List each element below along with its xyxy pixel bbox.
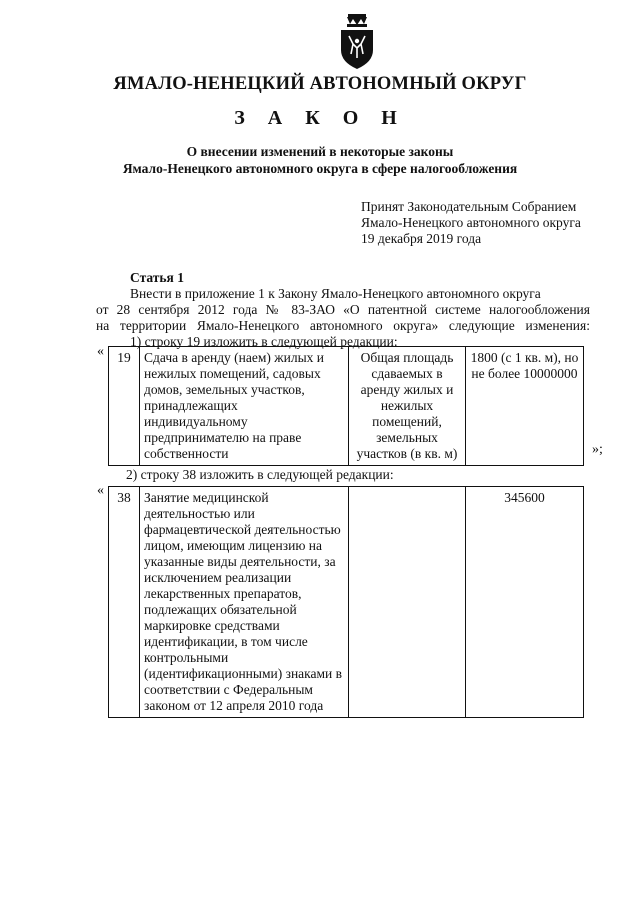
amount-cell: 1800 (с 1 кв. м), но не более 10000000 [466, 347, 584, 466]
adoption-line-2: Ямало-Ненецкого автономного округа [361, 215, 581, 230]
indicator-cell: Общая площадь сдаваемых в аренду жилых и нежилых помещений, земельных участков (в кв. м) [349, 347, 466, 466]
amount-cell: 345600 [466, 487, 584, 718]
item-2-intro: 2) строку 38 изложить в следующей редакции: [126, 467, 394, 482]
article-intro-line-1: Внести в приложение 1 к Закону Ямало-Ненецкого автономного округа [130, 286, 541, 301]
activity-cell: Сдача в аренду (наем) жилых и нежилых помещений, садовых домов, земельных участков, принадлежащих индивидуальному предпринимателю на праве собственности [140, 347, 349, 466]
table-row [109, 347, 584, 466]
adoption-date: 19 декабря 2019 года [361, 231, 482, 246]
row-number: 38 [109, 487, 140, 718]
article-intro-line-3: на территории Ямало-Ненецкого автономного округа» следующие изменения: [96, 318, 590, 333]
article-intro-line-2: от 28 сентября 2012 года № 83-ЗАО «О патентной системе налогообложения [96, 302, 590, 317]
open-quote: « [97, 483, 104, 498]
coat-of-arms-icon [335, 12, 379, 72]
indicator-cell [349, 487, 466, 718]
open-quote: « [97, 344, 104, 359]
activity-cell: Занятие медицинской деятельностью или фармацевтической деятельностью лицом, имеющим лицензию на указанные виды деятельности, за исключением реализации лекарственных препаратов, подлежащих обязательной маркировке средствами идентификации, в том числе контрольными (идентификационными) знаками в соответствии с Федеральным законом от 12 апреля 2010 года [140, 487, 349, 718]
document-type: З А К О Н [234, 107, 406, 129]
close-quote: »; [592, 442, 603, 457]
table-row [109, 487, 584, 718]
subject-line-2: Ямало-Ненецкого автономного округа в сфере налогообложения [122, 161, 518, 176]
article-title: Статья 1 [130, 270, 184, 285]
row-38-table [108, 486, 584, 718]
row-number: 19 [109, 347, 140, 466]
item-1-intro: 1) строку 19 изложить в следующей редакции: [130, 334, 398, 349]
row-19-table [108, 346, 584, 466]
subject-line-1: О внесении изменений в некоторые законы [186, 144, 454, 159]
adoption-line-1: Принят Законодательным Собранием [361, 199, 577, 214]
region-title: ЯМАЛО-НЕНЕЦКИЙ АВТОНОМНЫЙ ОКРУГ [113, 74, 527, 94]
